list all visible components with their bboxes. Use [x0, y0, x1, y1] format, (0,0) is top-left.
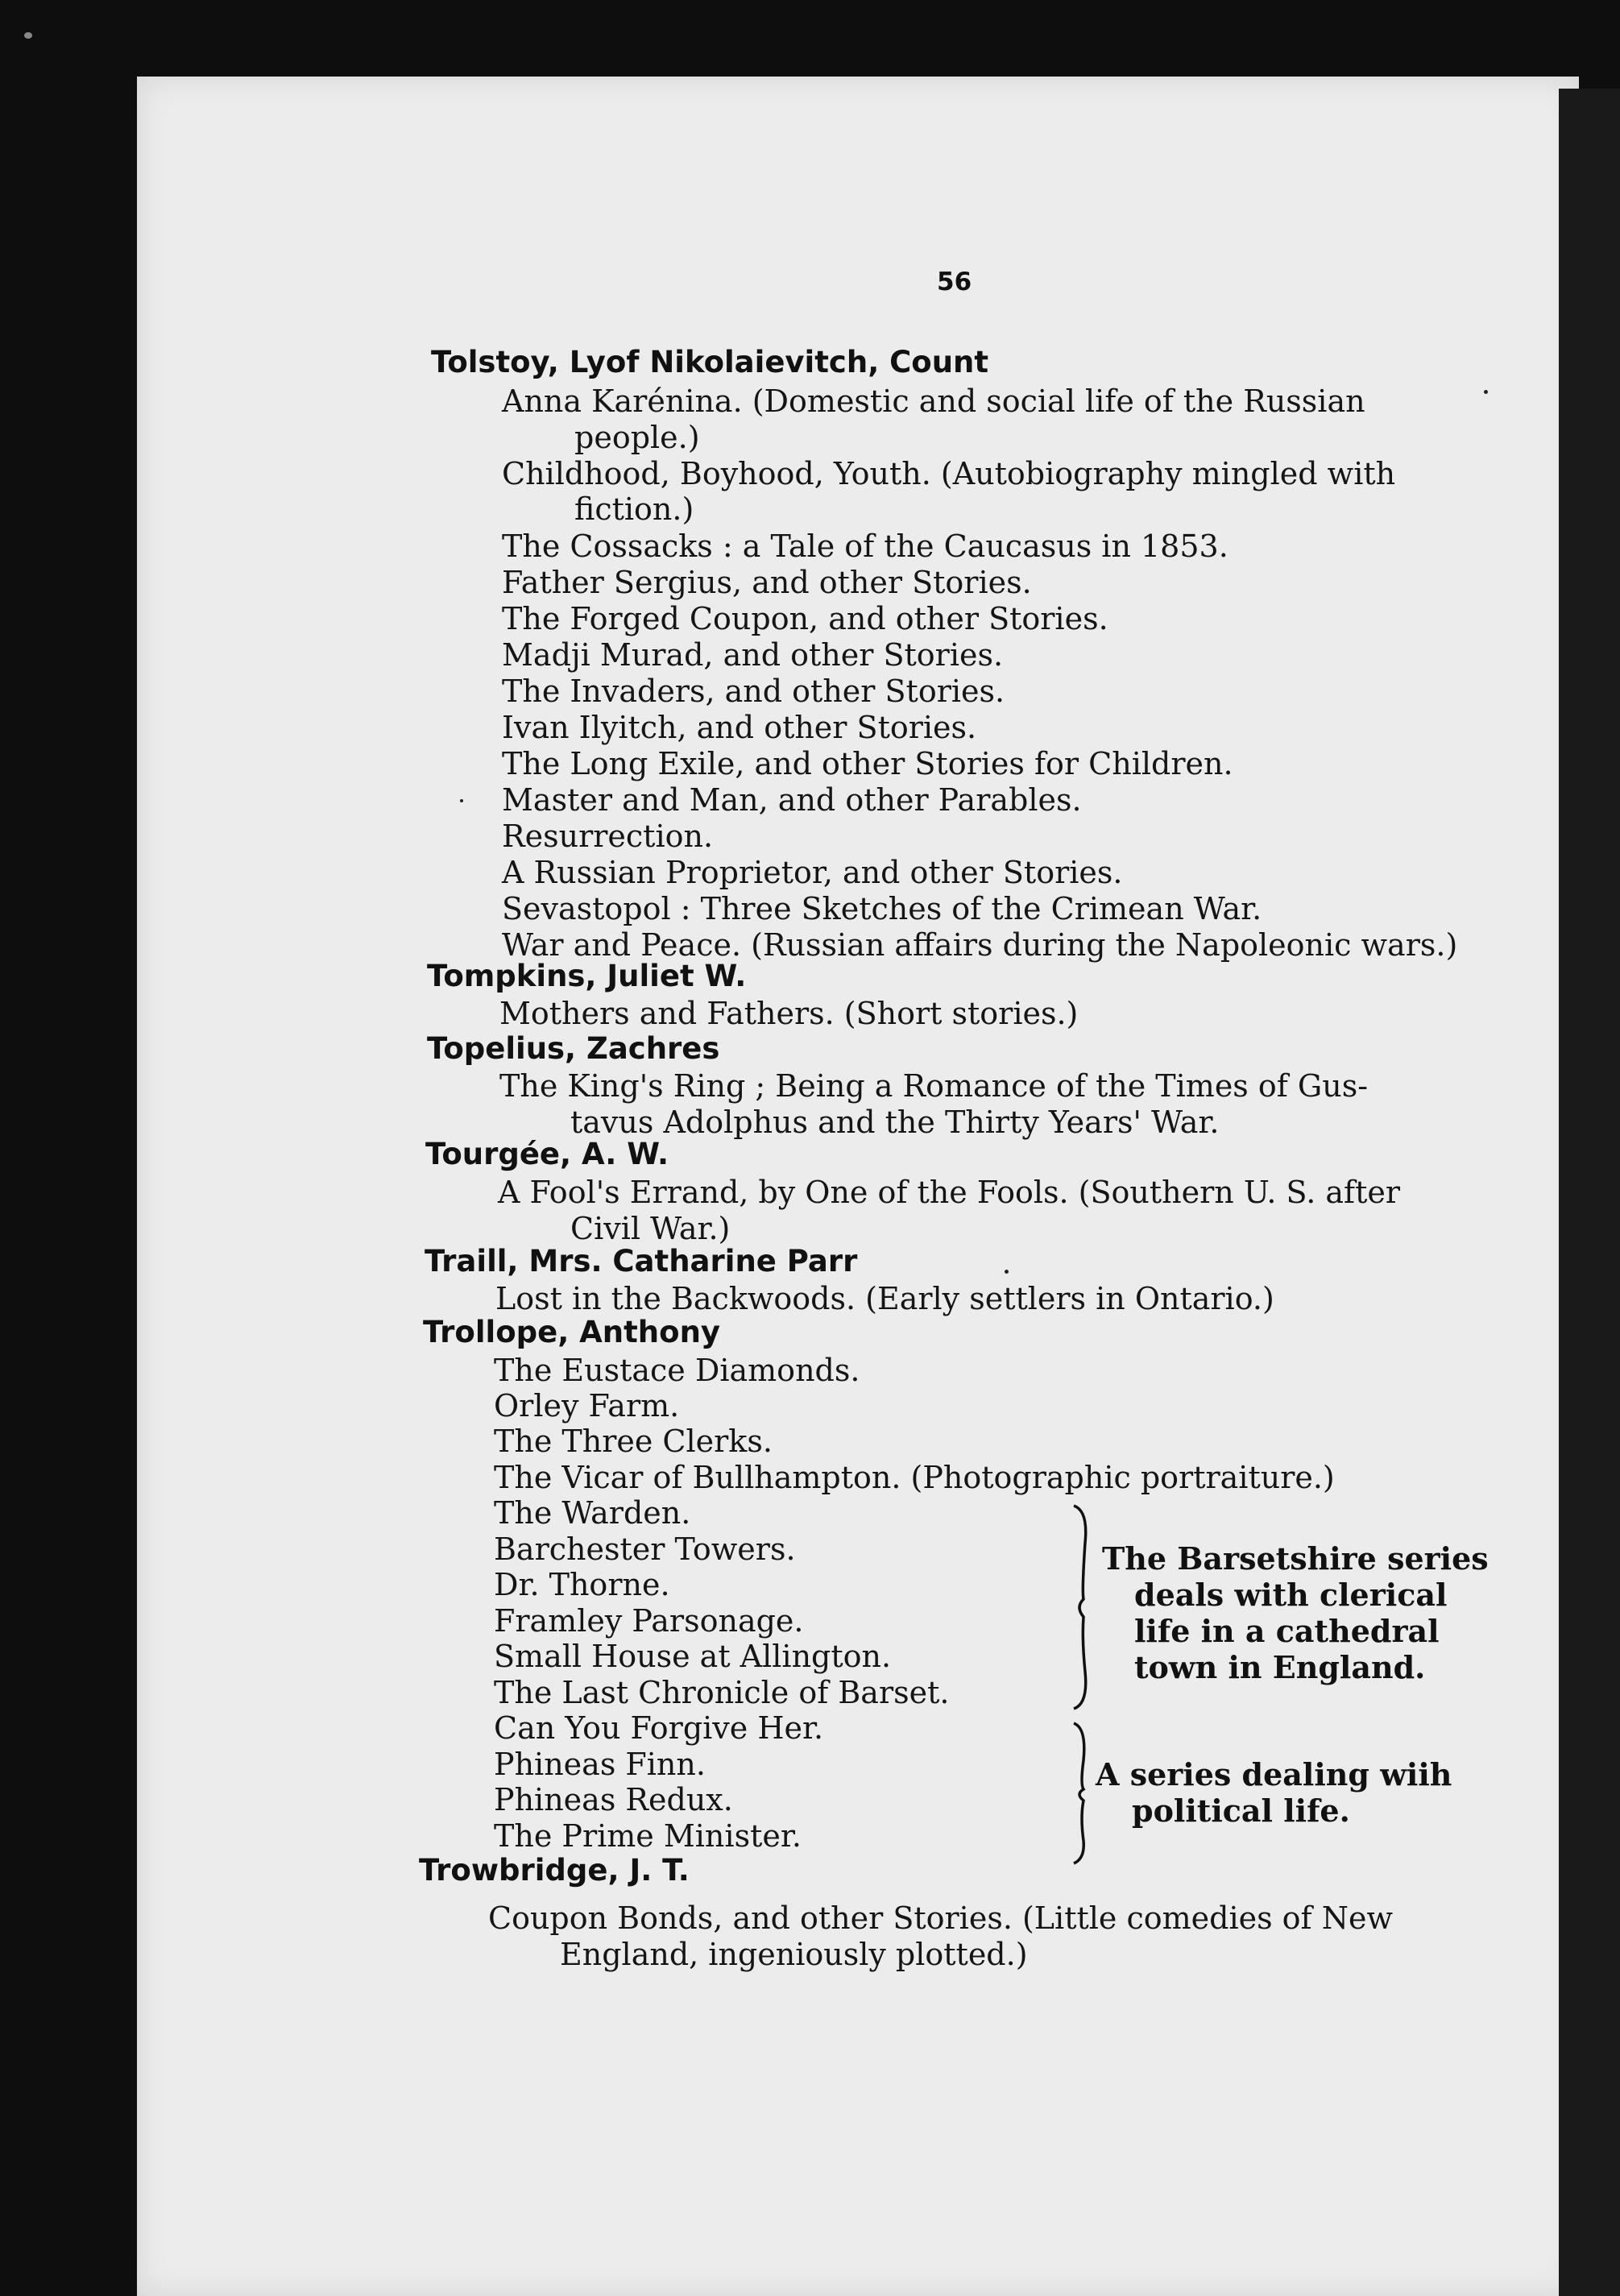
barsetshire-brace-icon [1067, 1502, 1100, 1712]
paper-speck [1484, 390, 1488, 394]
author-heading-topelius: Topelius, Zachres [427, 1031, 720, 1066]
title-line: Civil War.) [570, 1211, 731, 1246]
political-note-line: political life. [1132, 1792, 1350, 1829]
title-line: Small House at Allington. [494, 1639, 892, 1674]
title-line: England, ingeniously plotted.) [560, 1937, 1028, 1972]
title-line: The Three Clerks. [494, 1424, 773, 1459]
title-line: The Prime Minister. [494, 1818, 802, 1854]
title-line: fiction.) [574, 491, 694, 527]
title-line: Childhood, Boyhood, Youth. (Autobiography mingled with [502, 456, 1396, 491]
author-heading-trowbridge: Trowbridge, J. T. [419, 1853, 690, 1888]
title-line: Ivan Ilyitch, and other Stories. [502, 710, 977, 745]
title-line: tavus Adolphus and the Thirty Years' War. [570, 1104, 1220, 1140]
author-heading-trollope: Trollope, Anthony [423, 1315, 721, 1349]
title-line: A Fool's Errand, by One of the Fools. (Southern U. S. after [498, 1175, 1401, 1210]
title-line: Barchester Towers. [494, 1531, 796, 1567]
barsetshire-note-line: The Barsetshire series [1102, 1540, 1489, 1577]
page-number: 56 [937, 267, 972, 296]
title-line: A Russian Proprietor, and other Stories. [502, 855, 1123, 890]
author-heading-tompkins: Tompkins, Juliet W. [427, 959, 747, 993]
title-line: Madji Murad, and other Stories. [502, 637, 1004, 673]
scanner-speck [24, 32, 32, 39]
title-line: Lost in the Backwoods. (Early settlers in Ontario.) [495, 1281, 1274, 1316]
barsetshire-note-line: deals with clerical [1134, 1577, 1448, 1613]
title-line: Phineas Redux. [494, 1782, 733, 1817]
author-heading-traill: Traill, Mrs. Catharine Parr [425, 1244, 858, 1279]
title-line: Anna Karénina. (Domestic and social life of the Russian [502, 383, 1365, 419]
title-line: Father Sergius, and other Stories. [502, 565, 1032, 600]
title-line: Mothers and Fathers. (Short stories.) [499, 996, 1079, 1031]
title-line: Resurrection. [502, 819, 714, 854]
title-line: Framley Parsonage. [494, 1603, 804, 1639]
title-line: Can You Forgive Her. [494, 1710, 824, 1746]
title-line: The Cossacks : a Tale of the Caucasus in 1853. [502, 528, 1228, 564]
paper-speck [460, 799, 463, 802]
title-line: The Forged Coupon, and other Stories. [502, 601, 1108, 636]
paper-speck [1005, 1270, 1009, 1274]
political-note-line: A series dealing wiih [1096, 1756, 1452, 1792]
political-brace-icon [1067, 1720, 1100, 1865]
title-line: Sevastopol : Three Sketches of the Crimean War. [502, 891, 1262, 926]
author-heading-tolstoy: Tolstoy, Lyof Nikolaievitch, Count [431, 345, 989, 379]
title-line: The Warden. [494, 1495, 691, 1531]
title-line: War and Peace. (Russian affairs during the Napoleonic wars.) [502, 927, 1458, 963]
barsetshire-note-line: life in a cathedral [1134, 1613, 1440, 1649]
title-line: The Eustace Diamonds. [494, 1353, 860, 1388]
author-heading-tourgee: Tourgée, A. W. [425, 1137, 669, 1171]
political-note [1096, 1756, 1452, 1829]
title-line: The Long Exile, and other Stories for Children. [502, 746, 1233, 781]
title-line: Dr. Thorne. [494, 1567, 670, 1602]
title-line: The Vicar of Bullhampton. (Photographic portraiture.) [494, 1460, 1335, 1495]
title-line: Coupon Bonds, and other Stories. (Little comedies of New [488, 1900, 1393, 1936]
title-line: Phineas Finn. [494, 1747, 706, 1782]
barsetshire-note [1102, 1540, 1489, 1685]
barsetshire-note-line: town in England. [1134, 1649, 1426, 1685]
title-line: The Last Chronicle of Barset. [494, 1675, 950, 1710]
title-line: Orley Farm. [494, 1388, 680, 1424]
title-line: The King's Ring ; Being a Romance of the Times of Gus- [499, 1068, 1369, 1104]
title-line: people.) [574, 420, 700, 455]
title-line: The Invaders, and other Stories. [502, 673, 1005, 709]
title-line: Master and Man, and other Parables. [502, 782, 1082, 818]
